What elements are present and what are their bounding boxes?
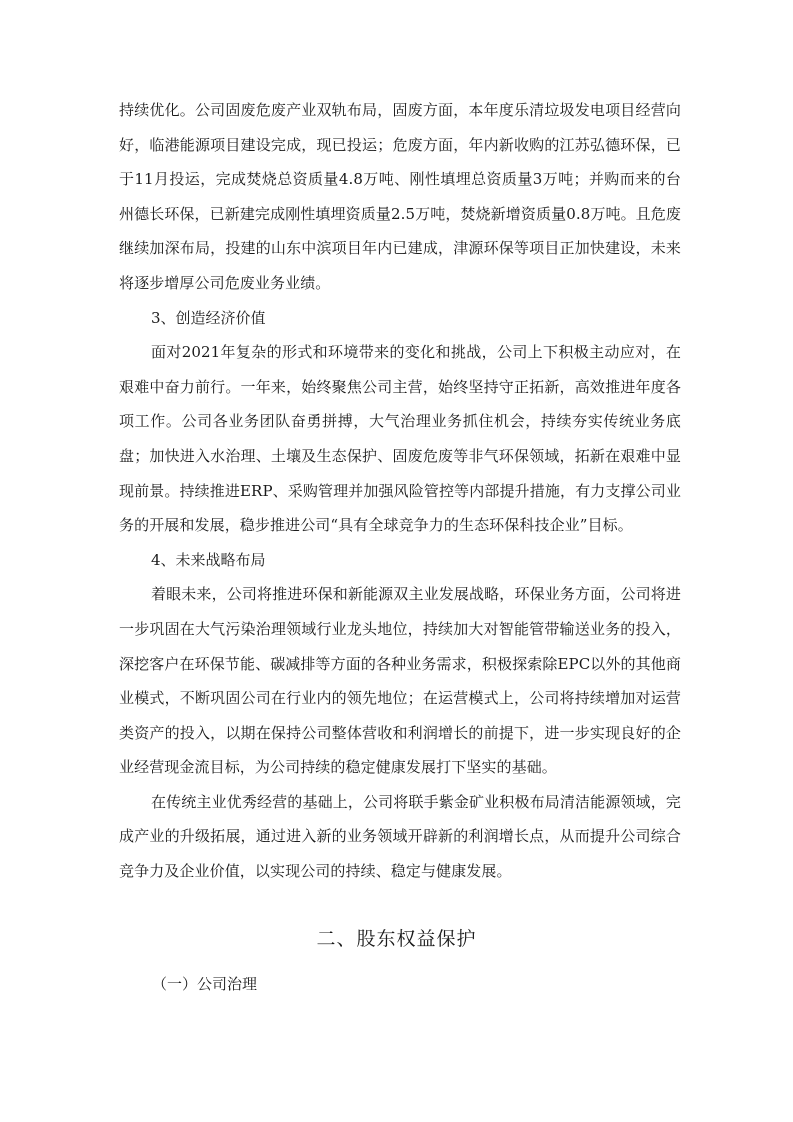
- section-title: 二、股东权益保护: [316, 928, 477, 950]
- body-text: [119, 93, 681, 889]
- paragraph-economic-value: 面对2021年复杂的形式和环境带来的变化和挑战，公司上下积极主动应对，在艰难中奋力前行。一年来，始终聚焦公司主营，始终坚持守正拓新，高效推进年度各项工作。公司各业务团队奋勇拼搏，大气治理业务抓住机会，持续夯实传统业务底盘；加快进入水治理、土壤及生态保护、固废危废等非气环保领域，拓新在艰难中显现前景。持续推进ERP、采购管理并加强风险管控等内部提升措施，有力支撑公司业务的开展和发展，稳步推进公司“具有全球竞争力的生态环保科技企业”目标。: [119, 343, 681, 535]
- heading-future-strategy: 4、未来战略布局: [151, 550, 266, 569]
- heading-economic-value: 3、创造经济价值: [151, 308, 266, 327]
- subsection-title: （一）公司治理: [152, 975, 258, 993]
- paragraph-waste-layout: 持续优化。公司固废危废产业双轨布局，固废方面，本年度乐清垃圾发电项目经营向好，临港能源项目建设完成，现已投运；危废方面，年内新收购的江苏弘德环保，已于11月投运，完成焚烧总资质量4.8万吨、刚性填埋总资质量3万吨；并购而来的台州德长环保，已新建完成刚性填埋资质量2.5万吨，焚烧新增资质量0.8万吨。且危废继续加深布局，投建的山东中滨项目年内已建成，津源环保等项目正加快建设，未来将逐步增厚公司危废业务业绩。: [119, 101, 681, 292]
- paragraph-clean-energy: 在传统主业优秀经营的基础上，公司将联手紫金矿业积极布局清洁能源领域，完成产业的升级拓展，通过进入新的业务领域开辟新的利润增长点，从而提升公司综合竞争力及企业价值，以实现公司的持续、稳定与健康发展。: [119, 792, 681, 881]
- paragraph-future-strategy: 着眼未来，公司将推进环保和新能源双主业发展战略，环保业务方面，公司将进一步巩固在大气污染治理领域行业龙头地位，持续加大对智能管带输送业务的投入，深挖客户在环保节能、碳减排等方面的各种业务需求，积极探索除EPC以外的其他商业模式，不断巩固公司在行业内的领先地位；在运营模式上，公司将持续增加对运营类资产的投入，以期在保持公司整体营收和利润增长的前提下，进一步实现良好的企业经营现金流目标，为公司持续的稳定健康发展打下坚实的基础。: [119, 585, 681, 777]
